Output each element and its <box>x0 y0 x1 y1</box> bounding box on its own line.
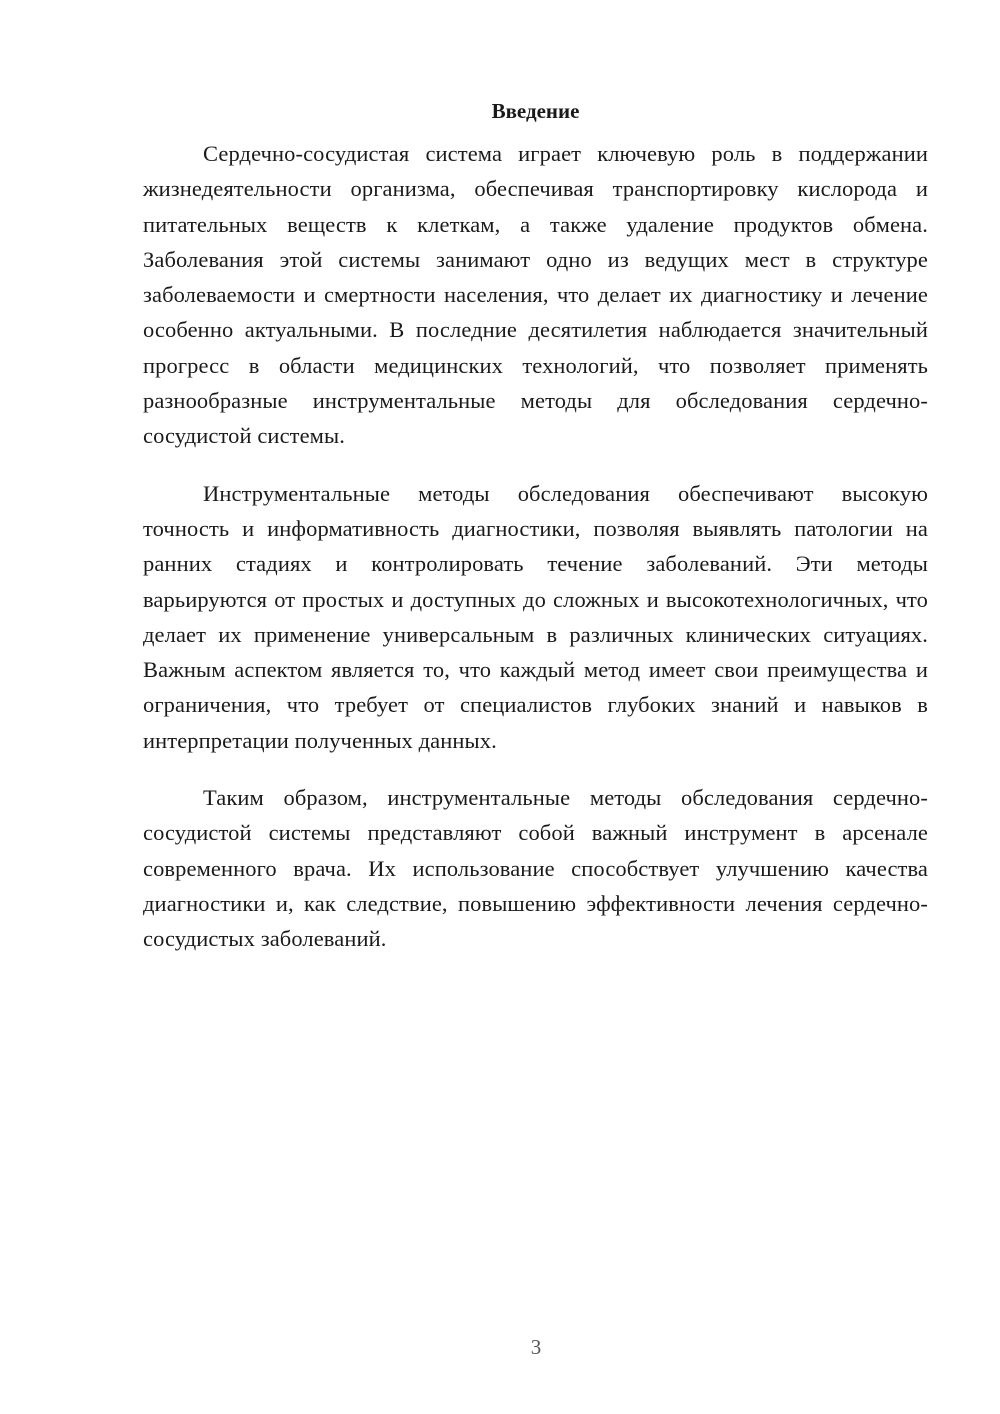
paragraph-1: Сердечно-сосудистая система играет ключевую роль в поддержании жизнедеятельности организма, обеспечивая транспортировку кислорода и питательных веществ к клеткам, а также удаление продуктов обмена. Заболевания этой системы занимают одно из ведущих мест в структуре заболеваемости и смертности населения, что делает их диагностику и лечение особенно актуальными. В последние десятилетия наблюдается значительный прогресс в области медицинских технологий, что позволяет применять разнообразные инструментальные методы для обследования сердечно-сосудистой системы. <box>143 141 928 449</box>
section-heading: Введение <box>491 99 580 123</box>
page-content <box>143 96 928 957</box>
paragraph-3: Таким образом, инструментальные методы обследования сердечно-сосудистой системы представляют собой важный инструмент в арсенале современного врача. Их использование способствует улучшению качества диагностики и, как следствие, повышению эффективности лечения сердечно-сосудистых заболеваний. <box>143 785 928 952</box>
paragraph-2: Инструментальные методы обследования обеспечивают высокую точность и информативность диагностики, позволяя выявлять патологии на ранних стадиях и контролировать течение заболеваний. Эти методы варьируются от простых и доступных до сложных и высокотехнологичных, что делает их применение универсальным в различных клинических ситуациях. Важным аспектом является то, что каждый метод имеет свои преимущества и ограничения, что требует от специалистов глубоких знаний и навыков в интерпретации полученных данных. <box>143 480 928 753</box>
page-number: 3 <box>530 1335 542 1359</box>
